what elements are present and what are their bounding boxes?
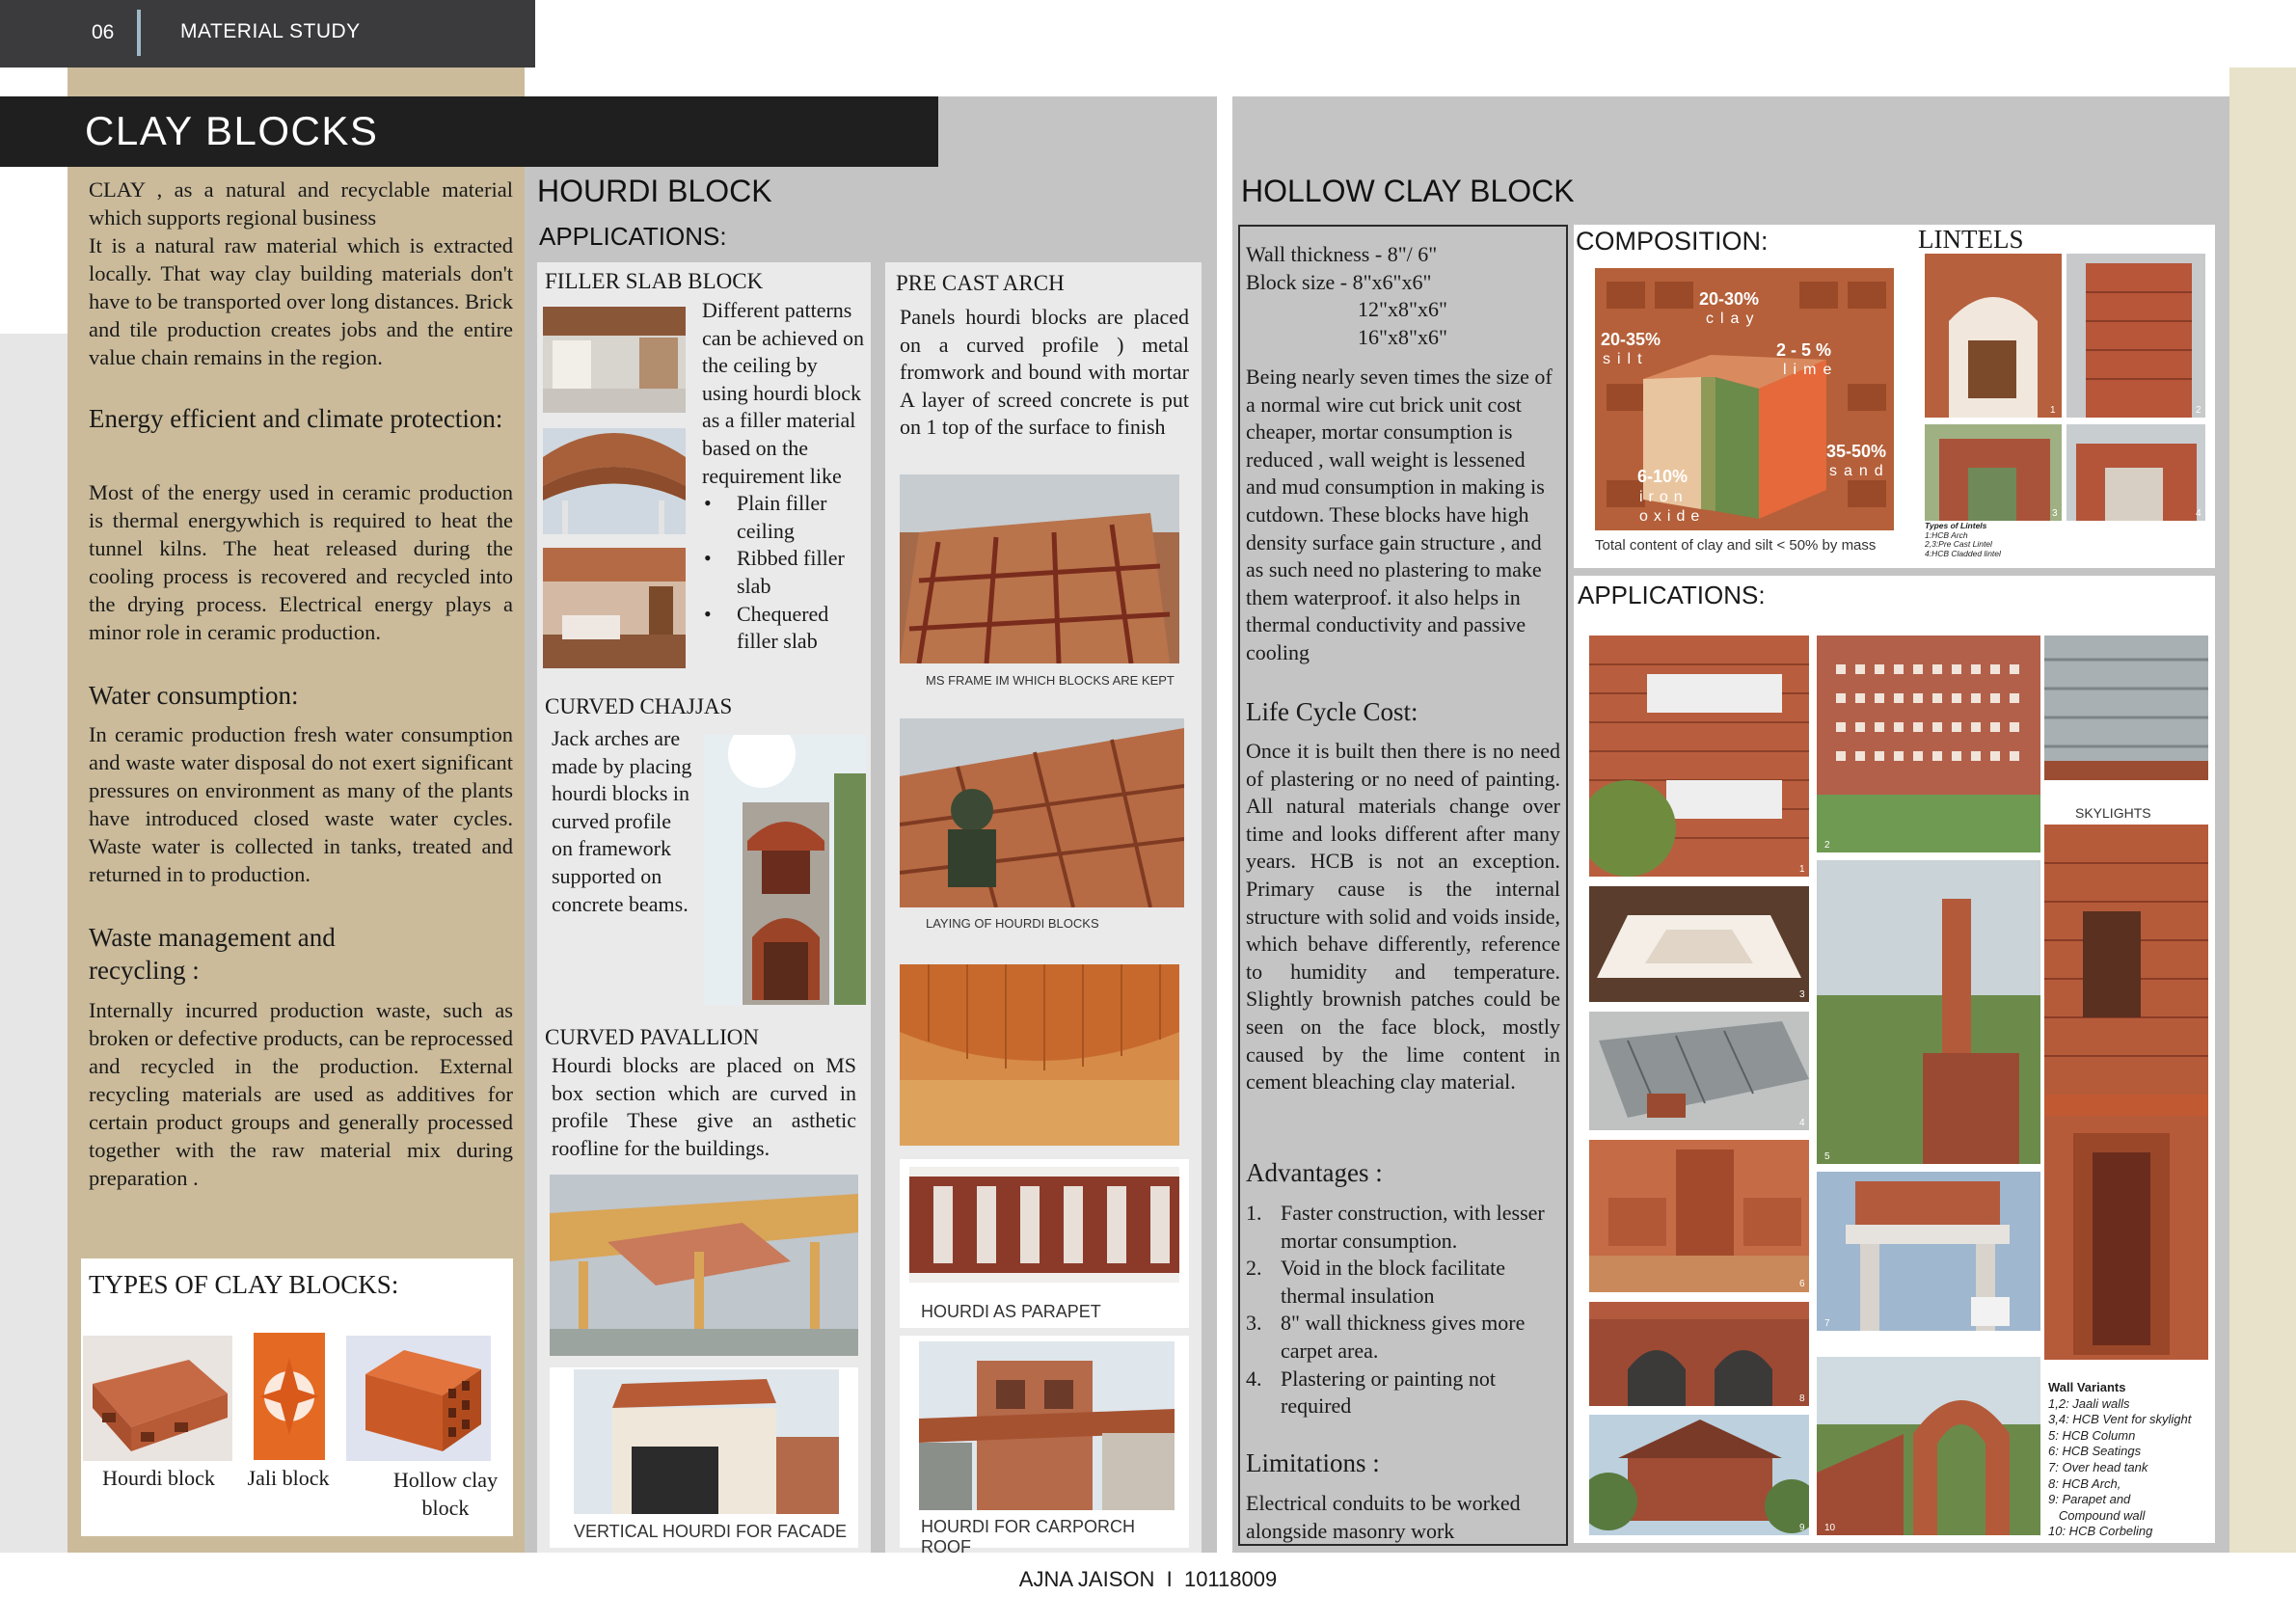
block-size: Block size - 8"x6"x6" <box>1246 269 1432 294</box>
app-photo-5 <box>1817 860 2040 1164</box>
parapet-photo-box <box>900 1159 1189 1328</box>
type-label-hollow: Hollow clay block <box>392 1468 499 1520</box>
intro-paragraph <box>89 176 513 371</box>
energy-heading: Energy efficient and climate protection: <box>89 404 503 433</box>
advantages-list <box>1246 1200 1560 1420</box>
app-photo-7 <box>1817 1172 2040 1331</box>
filler-description: Different patterns can be achieved on the ceiling by using hourdi block as a filler material based on the requirement like <box>702 298 864 488</box>
lintel-types-legend <box>1925 522 2001 558</box>
hourdi-title: HOURDI BLOCK <box>537 174 772 208</box>
filler-list <box>702 490 868 656</box>
type-label-jali: Jali block <box>247 1466 330 1490</box>
app-photo-4 <box>1589 1012 1809 1130</box>
lintel-num-3: 3 <box>2052 508 2058 519</box>
app-photo-9 <box>1589 1415 1809 1535</box>
facade-caption: VERTICAL HOURDI FOR FACADE <box>574 1522 848 1541</box>
app-num-1: 1 <box>1799 864 1805 875</box>
facade-photo <box>574 1369 839 1514</box>
wall-variant: Compound wall <box>2048 1507 2146 1523</box>
types-box <box>81 1258 513 1536</box>
laying-caption: LAYING OF HOURDI BLOCKS <box>926 916 1099 931</box>
hollow-title: HOLLOW CLAY BLOCK <box>1241 174 1575 208</box>
lintel-photo-3 <box>1925 424 2062 521</box>
app-num-10: 10 <box>1824 1523 1836 1533</box>
wall-variant: 5: HCB Column <box>2048 1427 2136 1443</box>
filler-heading: FILLER SLAB BLOCK <box>545 269 764 293</box>
facade-photo-box <box>550 1367 858 1548</box>
arch-heading: PRE CAST ARCH <box>896 271 1065 295</box>
wall-variant-photo <box>2044 825 2208 1360</box>
water-heading: Water consumption: <box>89 681 299 710</box>
advantage-item: 4. Plastering or painting not required <box>1246 1366 1497 1419</box>
app-num-4: 4 <box>1799 1118 1805 1128</box>
header-divider <box>137 10 141 56</box>
app-photo-3 <box>1589 886 1809 1002</box>
comp-lime-name: lime <box>1783 362 1839 378</box>
lintel-types-title: Types of Lintels <box>1925 521 1987 530</box>
app-photo-6 <box>1589 1140 1809 1292</box>
wall-variant: 6: HCB Seatings <box>2048 1444 2142 1459</box>
carporch-caption: HOURDI FOR CARPORCH ROOF <box>921 1517 1136 1556</box>
app-photo-1 <box>1589 636 1809 877</box>
wall-variant: 8: HCB Arch, <box>2048 1475 2121 1491</box>
lintel-photo-1 <box>1925 254 2062 418</box>
comp-sand-pct: 35-50% <box>1826 442 1887 461</box>
chajjas-photo <box>704 735 866 1005</box>
lintel-photo-4 <box>2066 424 2205 521</box>
block-size-alt: 12"x8"x6" <box>1358 297 1447 322</box>
comp-iron-pct: 6-10% <box>1637 467 1688 486</box>
filler-item: • Chequered filler slab <box>702 601 868 656</box>
app-num-6: 6 <box>1799 1279 1805 1289</box>
page-header <box>0 0 535 68</box>
filler-photo-3 <box>543 548 686 668</box>
comp-silt-name: silt <box>1603 351 1649 367</box>
composition-lintels-box <box>1574 225 2215 568</box>
app-photo-10 <box>1817 1357 2040 1535</box>
hollow-description: Being nearly seven times the size of a normal wire cut brick unit cost cheaper, mortar consumption is reduced , wall weight is lessened and mud consumption in making is cutdown. These blocks have high density surface gain structure , and as such need no plastering to make them waterproof. it also helps in thermal conductivity and passive cooling <box>1246 365 1553 664</box>
comp-clay-pct: 20-30% <box>1699 289 1760 309</box>
lintel-num-1: 1 <box>2050 405 2056 416</box>
hollow-block-image <box>346 1336 491 1461</box>
energy-text: Most of the energy used in ceramic production is thermal energywhich is required to heat the tunnel kilns. The heat released during the cooling process is recovered and recycled into the drying process. Electrical energy plays a minor role in ceramic production. <box>89 480 513 644</box>
comp-lime-pct: 2 - 5 % <box>1776 340 1832 360</box>
hollow-applications-heading: APPLICATIONS: <box>1578 581 1766 609</box>
advantages-heading: Advantages : <box>1246 1158 1383 1187</box>
hollow-applications-box <box>1574 576 2215 1543</box>
filler-photo-2 <box>543 428 686 534</box>
pavallion-heading: CURVED PAVALLION <box>545 1025 760 1049</box>
limitations-heading: Limitations : <box>1246 1448 1380 1477</box>
composition-heading: COMPOSITION: <box>1576 227 1769 256</box>
carporch-photo-box <box>900 1336 1189 1556</box>
lintel-num-2: 2 <box>2196 405 2201 416</box>
app-photo-2 <box>1817 636 2040 852</box>
section-title: MATERIAL STUDY <box>180 20 361 42</box>
wall-variants-legend <box>2048 1380 2191 1540</box>
pavallion-photo <box>550 1175 858 1356</box>
lcc-text: Once it is built then there is no need of plastering or no need of painting. All natural materials change over time and looks different after many years. HCB is not an exception. Primary cause is the internal structure with solid and voids inside, which behave differently, reference to humidity and temperature. Slightly brownish patches could be seen on the face block, mostly caused by the lime content in cement bleaching clay material. <box>1246 739 1560 1095</box>
comp-silt-pct: 20-35% <box>1601 330 1661 349</box>
arch-interior-photo <box>900 964 1179 1146</box>
composition-note: Total content of clay and silt < 50% by mass <box>1595 537 1877 554</box>
waste-text: Internally incurred production waste, such as broken or defective products, can be reprocessed and recycled in the production. External recycling materials are used as additives for certain product groups and generally processed together with the raw material mix during preparation . <box>89 998 513 1190</box>
left-edge-panel <box>0 334 68 1553</box>
comp-clay-name: clay <box>1706 311 1761 327</box>
wall-variant: 7: Over head tank <box>2048 1459 2148 1474</box>
laying-photo <box>900 718 1184 907</box>
limitations-text: Electrical conduits to be worked alongside masonry work <box>1246 1491 1521 1543</box>
filler-text <box>702 297 868 656</box>
lintel-type: 2,3:Pre Cast Lintel <box>1925 539 1992 549</box>
block-size-alt: 16"x8"x6" <box>1358 324 1447 349</box>
title-bar <box>0 96 938 167</box>
right-edge-panel <box>2229 68 2296 1553</box>
hollow-specs <box>1246 241 1559 351</box>
arch-text: Panels hourdi blocks are placed on a curved profile ) metal fromwork and bound with mortar A layer of screed concrete is put on 1 top of the surface to finish <box>900 305 1189 440</box>
comp-iron-name: iron oxide <box>1639 489 1706 525</box>
hourdi-applications: APPLICATIONS: <box>539 222 727 251</box>
wall-variants-title: Wall Variants <box>2048 1380 2126 1394</box>
advantage-item: 3. 8" wall thickness gives more carpet area. <box>1246 1311 1526 1363</box>
pavallion-text: Hourdi blocks are placed on MS box section which are curved in profile These give an asthetic roofline for the buildings. <box>552 1053 856 1160</box>
wall-variant: 9: Parapet and <box>2048 1492 2131 1507</box>
app-num-8: 8 <box>1799 1393 1805 1404</box>
app-num-5: 5 <box>1824 1151 1830 1162</box>
ms-frame-caption: MS FRAME IM WHICH BLOCKS ARE KEPT <box>926 673 1175 688</box>
composition-graphic <box>1595 268 1894 530</box>
chajjas-heading: CURVED CHAJJAS <box>545 694 733 718</box>
wall-thickness: Wall thickness - 8"/ 6" <box>1246 242 1438 266</box>
comp-sand-name: sand <box>1829 463 1890 479</box>
wall-variant: 10: HCB Corbeling <box>2048 1524 2153 1539</box>
lintel-num-4: 4 <box>2196 508 2201 519</box>
advantage-item: 1. Faster construction, with lesser mortar consumption. <box>1246 1201 1545 1253</box>
jali-block-image <box>250 1329 329 1464</box>
parapet-caption: HOURDI AS PARAPET <box>921 1302 1101 1321</box>
advantage-item: 2. Void in the block facilitate thermal insulation <box>1246 1256 1505 1308</box>
app-num-7: 7 <box>1824 1318 1830 1329</box>
types-heading: TYPES OF CLAY BLOCKS: <box>89 1270 399 1299</box>
filler-item: • Plain filler ceiling <box>702 490 868 545</box>
carporch-photo <box>919 1341 1175 1510</box>
footer-author: AJNA JAISON I 10118009 <box>1018 1567 1278 1591</box>
intro-line-2: It is a natural raw material which is extracted locally. That way clay building materials don't have to be transported over long distances. Brick and tile production creates jobs and the entire value chain remains in the region. <box>89 233 513 369</box>
app-num-2: 2 <box>1824 840 1830 851</box>
skylights-caption: SKYLIGHTS <box>2075 805 2151 821</box>
hollow-text-box <box>1238 225 1568 1546</box>
filler-photo-1 <box>543 307 686 413</box>
ms-frame-photo <box>900 474 1179 663</box>
waste-heading: Waste management and recycling : <box>89 923 336 985</box>
page-title: CLAY BLOCKS <box>85 108 379 153</box>
wall-variant: 1,2: Jaali walls <box>2048 1395 2130 1411</box>
lintel-type: 4:HCB Cladded lintel <box>1925 548 2001 558</box>
type-label-hourdi: Hourdi block <box>102 1466 215 1490</box>
app-num-3: 3 <box>1799 989 1805 1000</box>
lcc-heading: Life Cycle Cost: <box>1246 697 1418 726</box>
lintel-type: 1:HCB Arch <box>1925 529 1968 540</box>
wall-variant: 3,4: HCB Vent for skylight <box>2048 1412 2192 1427</box>
lintel-photo-2 <box>2066 254 2205 418</box>
intro-line-1: CLAY , as a natural and recyclable material which supports regional business <box>89 177 513 230</box>
skylight-photo <box>2044 636 2208 780</box>
page-number: 06 <box>92 21 115 43</box>
filler-item: • Ribbed filler slab <box>702 545 868 600</box>
chajjas-text: Jack arches are made by placing hourdi blocks in curved profile on framework supported on concrete beams. <box>552 726 692 916</box>
lintels-heading: LINTELS <box>1918 225 2024 254</box>
parapet-photo <box>909 1167 1179 1283</box>
water-text: In ceramic production fresh water consumption and waste water disposal do not exert significant pressures on environment as many of the plants have introduced closed waste water cycles. Waste water is collected in tanks, treated and returned in to production. <box>89 722 513 886</box>
hourdi-block-image <box>83 1336 232 1461</box>
app-num-9: 9 <box>1799 1523 1805 1533</box>
app-photo-8 <box>1589 1302 1809 1406</box>
